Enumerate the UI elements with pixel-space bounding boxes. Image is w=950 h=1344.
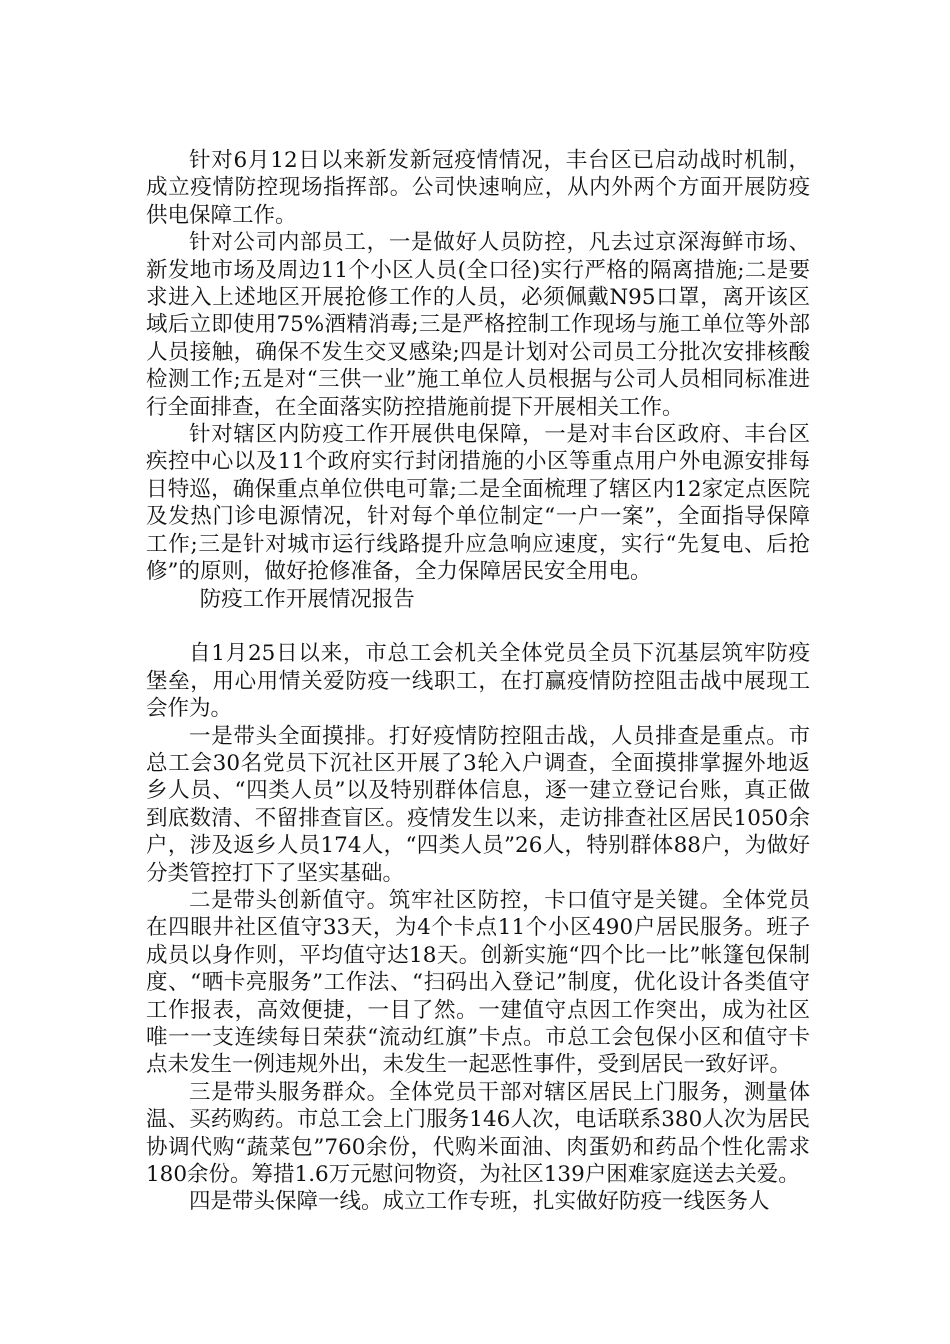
paragraph-service: 三是带头服务群众。全体党员干部对辖区居民上门服务，测量体温、买药购药。市总工会上门服务146人次，电话联系380人次为居民协调代购“蔬菜包”760余份，代购米面油、肉蛋奶和药品个性化需求180余份。筹措1.6万元慰问物资，为社区139户困难家庭送去关爱。 [146,1079,810,1188]
paragraph-screening: 一是带头全面摸排。打好疫情防控阻击战，人员排查是重点。市总工会30名党员下沉社区开展了3轮入户调查，全面摸排掌握外地返乡人员、“四类人员”以及特别群体信息，逐一建立登记台账，真正做到底数清、不留排查盲区。疫情发生以来，走访排查社区居民1050余户，涉及返乡人员174人，“四类人员”26人，特别群体88户，为做好分类管控打下了坚实基础。 [146,723,810,886]
paragraph-internal-staff: 针对公司内部员工，一是做好人员防控，凡去过京深海鲜市场、新发地市场及周边11个小区人员(全口径)实行严格的隔离措施;二是要求进入上述地区开展抢修工作的人员，必须佩戴N95口罩，离开该区域后立即使用75%酒精消毒;三是严格控制工作现场与施工单位等外部人员接触，确保不发生交叉感染;四是计划对公司员工分批次安排核酸检测工作;五是对“三供一业”施工单位人员根据与公司人员相同标准进行全面排查，在全面落实防控措施前提下开展相关工作。 [146,230,810,420]
paragraph-duty: 二是带头创新值守。筑牢社区防控，卡口值守是关键。全体党员在四眼井社区值守33天，为4个卡点11个小区490户居民服务。班子成员以身作则，平均值守达18天。创新实施“四个比一比”帐篷包保制度、“晒卡亮服务”工作法、“扫码出入登记”制度，优化设计各类值守工作报表，高效便捷，一目了然。一建值守点因工作突出，成为社区唯一一支连续每日荣获“流动红旗”卡点。市总工会包保小区和值守卡点未发生一例违规外出，未发生一起恶性事件，受到居民一致好评。 [146,887,810,1078]
paragraph-union-intro: 自1月25日以来，市总工会机关全体党员全员下沉基层筑牢防疫堡垒，用心用情关爱防疫一线职工，在打赢疫情防控阻击战中展现工会作为。 [146,641,810,722]
paragraph-power-supply: 针对辖区内防疫工作开展供电保障，一是对丰台区政府、丰台区疾控中心以及11个政府实行封闭措施的小区等重点用户外电源安排每日特巡，确保重点单位供电可靠;二是全面梳理了辖区内12家定点医院及发热门诊电源情况，针对每个单位制定“一户一案”，全面指导保障工作;三是针对城市运行线路提升应急响应速度，实行“先复电、后抢修”的原则，做好抢修准备，全力保障居民安全用电。 [146,422,810,585]
report-title: 防疫工作开展情况报告 [199,586,415,612]
document-page [146,147,810,1216]
paragraph-frontline: 四是带头保障一线。成立工作专班，扎实做好防疫一线医务人 [189,1189,770,1215]
blank-line [146,613,810,640]
paragraph-epidemic-situation: 针对6月12日以来新发新冠疫情情况，丰台区已启动战时机制，成立疫情防控现场指挥部。公司快速响应，从内外两个方面开展防疫供电保障工作。 [146,148,810,228]
